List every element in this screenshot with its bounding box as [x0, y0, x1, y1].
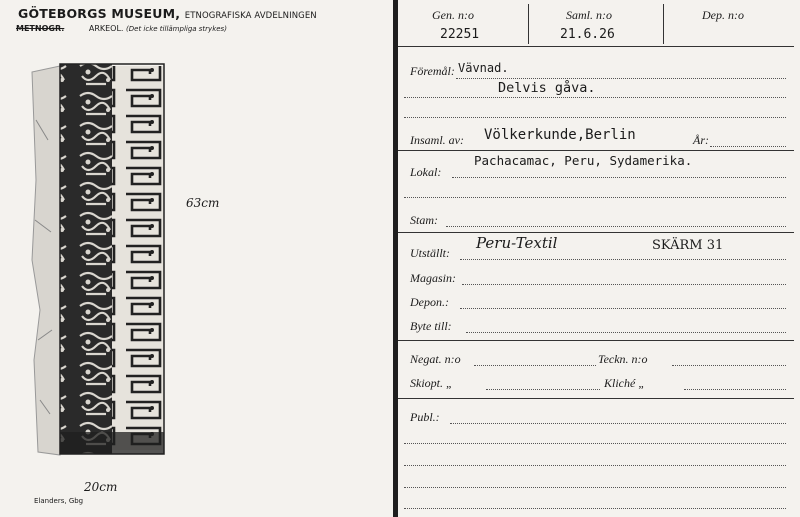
dotted-line: [446, 226, 786, 227]
dotted-line: [452, 177, 786, 178]
header-separator: [663, 4, 664, 44]
foremal-note: Delvis gåva.: [498, 80, 596, 96]
dotted-line: [450, 423, 786, 424]
dep-number-label: Dep. n:o: [702, 8, 744, 22]
dotted-line: [460, 308, 786, 309]
museum-header: [18, 6, 317, 21]
header-rule: [398, 46, 794, 47]
foremal-label: Föremål:: [410, 64, 455, 78]
negat-label: Negat. n:o: [410, 352, 461, 366]
insaml-value: Völkerkunde,Berlin: [484, 127, 636, 143]
section-rule: [398, 340, 794, 341]
kliche-label: Kliché „: [604, 376, 645, 390]
gen-number-value: 22251: [440, 27, 480, 42]
dotted-line: [462, 284, 786, 285]
department-line: [16, 24, 227, 33]
dotted-line: [684, 389, 786, 390]
gen-number-label: Gen. n:o: [432, 8, 474, 22]
dotted-line: [672, 365, 786, 366]
section-rule: [398, 232, 794, 233]
dotted-line: [486, 389, 600, 390]
ar-label: År:: [693, 133, 709, 147]
dotted-line: [404, 465, 786, 466]
width-measurement: 20cm: [84, 480, 118, 494]
crossed-department: METNOGR.: [16, 24, 65, 33]
department-note: (Det icke tillämpliga strykes): [126, 25, 227, 33]
section-rule: [398, 398, 794, 399]
textile-photo: [30, 60, 168, 460]
dotted-line: [404, 197, 786, 198]
section-rule: [398, 150, 794, 151]
magasin-label: Magasin:: [410, 271, 456, 285]
dotted-line: [404, 117, 786, 118]
height-measurement: 63cm: [186, 196, 220, 210]
publ-label: Publ.:: [410, 410, 440, 424]
depon-label: Depon.:: [410, 295, 449, 309]
header-separator: [528, 4, 529, 44]
dotted-line: [460, 259, 786, 260]
byte-label: Byte till:: [410, 319, 452, 333]
dotted-line: [710, 146, 786, 147]
printer-credit: Elanders, Gbg: [34, 497, 84, 505]
museum-name: GÖTEBORGS MUSEUM,: [18, 6, 181, 21]
utstallt-value: Peru-Textil: [476, 234, 558, 252]
alt-department: ARKEOL.: [88, 24, 124, 33]
saml-number-label: Saml. n:o: [566, 8, 612, 22]
dotted-line: [466, 332, 786, 333]
utstallt-label: Utställt:: [410, 246, 451, 260]
dotted-line: [404, 97, 786, 98]
dotted-line: [404, 487, 786, 488]
foremal-value: Vävnad.: [458, 61, 509, 75]
card-divider: [393, 0, 398, 517]
department-name: ETNOGRAFISKA AVDELNINGEN: [184, 11, 317, 21]
teckn-label: Teckn. n:o: [598, 352, 648, 366]
skiopt-label: Skiopt. „: [410, 376, 453, 390]
insaml-label: Insaml. av:: [410, 133, 464, 147]
lokal-label: Lokal:: [410, 165, 442, 179]
utstallt-screen: SKÄRM 31: [652, 238, 724, 253]
lokal-value: Pachacamac, Peru, Sydamerika.: [474, 153, 693, 168]
saml-number-value: 21.6.26: [560, 27, 615, 42]
dotted-line: [456, 78, 786, 79]
dotted-line: [474, 365, 596, 366]
dotted-line: [404, 443, 786, 444]
dotted-line: [404, 508, 786, 509]
stam-label: Stam:: [410, 213, 438, 227]
